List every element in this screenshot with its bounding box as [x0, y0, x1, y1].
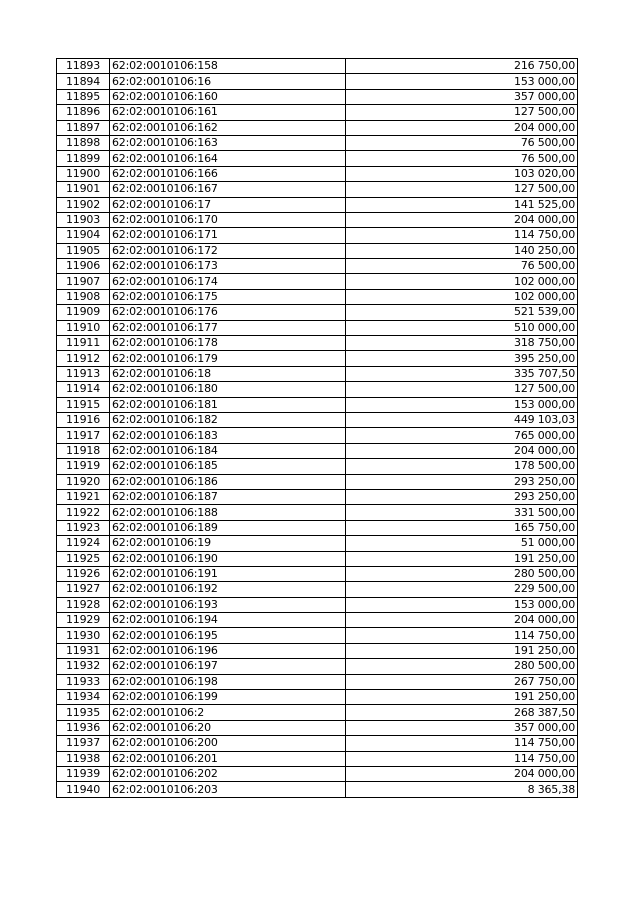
row-number-cell: 11940: [57, 782, 110, 797]
cadastral-number-cell: 62:02:0010106:19: [110, 536, 346, 551]
row-number-cell: 11927: [57, 582, 110, 597]
table-row: [57, 89, 578, 104]
table-body: [57, 59, 578, 798]
table-row: [57, 443, 578, 458]
cadastral-number-cell: 62:02:0010106:187: [110, 489, 346, 504]
cadastral-value-cell: 114 750,00: [346, 736, 578, 751]
table-row: [57, 597, 578, 612]
row-number-cell: 11939: [57, 766, 110, 781]
cadastral-number-cell: 62:02:0010106:190: [110, 551, 346, 566]
row-number-cell: 11893: [57, 59, 110, 74]
table-row: [57, 397, 578, 412]
table-row: [57, 197, 578, 212]
cadastral-number-cell: 62:02:0010106:200: [110, 736, 346, 751]
row-number-cell: 11934: [57, 690, 110, 705]
table-row: [57, 474, 578, 489]
table-row: [57, 705, 578, 720]
row-number-cell: 11899: [57, 151, 110, 166]
table-row: [57, 489, 578, 504]
cadastral-number-cell: 62:02:0010106:197: [110, 659, 346, 674]
table-row: [57, 582, 578, 597]
row-number-cell: 11909: [57, 305, 110, 320]
row-number-cell: 11921: [57, 489, 110, 504]
row-number-cell: 11930: [57, 628, 110, 643]
cadastral-number-cell: 62:02:0010106:177: [110, 320, 346, 335]
row-number-cell: 11910: [57, 320, 110, 335]
cadastral-number-cell: 62:02:0010106:176: [110, 305, 346, 320]
table-row: [57, 105, 578, 120]
cadastral-value-cell: 293 250,00: [346, 489, 578, 504]
cadastral-number-cell: 62:02:0010106:175: [110, 289, 346, 304]
cadastral-number-cell: 62:02:0010106:160: [110, 89, 346, 104]
cadastral-value-cell: 102 000,00: [346, 274, 578, 289]
cadastral-value-cell: 153 000,00: [346, 74, 578, 89]
row-number-cell: 11929: [57, 613, 110, 628]
table-row: [57, 751, 578, 766]
cadastral-number-cell: 62:02:0010106:170: [110, 212, 346, 227]
cadastral-value-cell: 165 750,00: [346, 520, 578, 535]
row-number-cell: 11914: [57, 382, 110, 397]
cadastral-value-cell: 103 020,00: [346, 166, 578, 181]
cadastral-number-cell: 62:02:0010106:201: [110, 751, 346, 766]
table-row: [57, 690, 578, 705]
row-number-cell: 11933: [57, 674, 110, 689]
cadastral-value-cell: 216 750,00: [346, 59, 578, 74]
row-number-cell: 11928: [57, 597, 110, 612]
cadastral-number-cell: 62:02:0010106:186: [110, 474, 346, 489]
cadastral-value-cell: 335 707,50: [346, 366, 578, 381]
cadastral-number-cell: 62:02:0010106:188: [110, 505, 346, 520]
row-number-cell: 11931: [57, 643, 110, 658]
row-number-cell: 11919: [57, 459, 110, 474]
table-row: [57, 351, 578, 366]
cadastral-value-cell: 280 500,00: [346, 659, 578, 674]
row-number-cell: 11936: [57, 720, 110, 735]
table-row: [57, 459, 578, 474]
cadastral-value-cell: 102 000,00: [346, 289, 578, 304]
table-row: [57, 766, 578, 781]
cadastral-value-cell: 127 500,00: [346, 382, 578, 397]
cadastral-number-cell: 62:02:0010106:166: [110, 166, 346, 181]
cadastral-value-cell: 449 103,03: [346, 412, 578, 427]
cadastral-number-cell: 62:02:0010106:180: [110, 382, 346, 397]
table-row: [57, 505, 578, 520]
table-row: [57, 366, 578, 381]
cadastral-number-cell: 62:02:0010106:162: [110, 120, 346, 135]
table-row: [57, 74, 578, 89]
cadastral-value-cell: 204 000,00: [346, 766, 578, 781]
table-row: [57, 551, 578, 566]
table-row: [57, 566, 578, 581]
cadastral-number-cell: 62:02:0010106:174: [110, 274, 346, 289]
cadastral-value-cell: 293 250,00: [346, 474, 578, 489]
cadastral-number-cell: 62:02:0010106:16: [110, 74, 346, 89]
table-row: [57, 782, 578, 797]
table-row: [57, 305, 578, 320]
cadastral-value-cell: 76 500,00: [346, 135, 578, 150]
cadastral-value-cell: 114 750,00: [346, 751, 578, 766]
cadastral-value-cell: 510 000,00: [346, 320, 578, 335]
table-row: [57, 336, 578, 351]
table-row: [57, 382, 578, 397]
cadastral-value-table: [56, 58, 578, 798]
cadastral-number-cell: 62:02:0010106:172: [110, 243, 346, 258]
table-row: [57, 212, 578, 227]
cadastral-value-cell: 357 000,00: [346, 720, 578, 735]
cadastral-value-cell: 331 500,00: [346, 505, 578, 520]
table-row: [57, 412, 578, 427]
cadastral-number-cell: 62:02:0010106:185: [110, 459, 346, 474]
cadastral-value-cell: 140 250,00: [346, 243, 578, 258]
row-number-cell: 11900: [57, 166, 110, 181]
cadastral-value-cell: 521 539,00: [346, 305, 578, 320]
cadastral-number-cell: 62:02:0010106:18: [110, 366, 346, 381]
table-row: [57, 643, 578, 658]
cadastral-number-cell: 62:02:0010106:2: [110, 705, 346, 720]
cadastral-number-cell: 62:02:0010106:163: [110, 135, 346, 150]
cadastral-value-cell: 357 000,00: [346, 89, 578, 104]
cadastral-value-cell: 395 250,00: [346, 351, 578, 366]
cadastral-value-cell: 280 500,00: [346, 566, 578, 581]
table-row: [57, 151, 578, 166]
cadastral-value-cell: 141 525,00: [346, 197, 578, 212]
row-number-cell: 11904: [57, 228, 110, 243]
row-number-cell: 11908: [57, 289, 110, 304]
cadastral-value-cell: 51 000,00: [346, 536, 578, 551]
row-number-cell: 11901: [57, 182, 110, 197]
table-row: [57, 228, 578, 243]
row-number-cell: 11903: [57, 212, 110, 227]
cadastral-value-cell: 8 365,38: [346, 782, 578, 797]
cadastral-number-cell: 62:02:0010106:198: [110, 674, 346, 689]
row-number-cell: 11937: [57, 736, 110, 751]
cadastral-value-cell: 765 000,00: [346, 428, 578, 443]
table-row: [57, 720, 578, 735]
cadastral-number-cell: 62:02:0010106:167: [110, 182, 346, 197]
table-row: [57, 182, 578, 197]
table-row: [57, 135, 578, 150]
cadastral-value-cell: 204 000,00: [346, 212, 578, 227]
cadastral-value-cell: 204 000,00: [346, 613, 578, 628]
cadastral-value-cell: 191 250,00: [346, 690, 578, 705]
cadastral-number-cell: 62:02:0010106:181: [110, 397, 346, 412]
cadastral-value-cell: 204 000,00: [346, 443, 578, 458]
cadastral-value-cell: 114 750,00: [346, 228, 578, 243]
row-number-cell: 11897: [57, 120, 110, 135]
cadastral-number-cell: 62:02:0010106:182: [110, 412, 346, 427]
row-number-cell: 11915: [57, 397, 110, 412]
cadastral-number-cell: 62:02:0010106:191: [110, 566, 346, 581]
row-number-cell: 11922: [57, 505, 110, 520]
cadastral-value-cell: 268 387,50: [346, 705, 578, 720]
row-number-cell: 11913: [57, 366, 110, 381]
table-row: [57, 259, 578, 274]
row-number-cell: 11938: [57, 751, 110, 766]
table-row: [57, 628, 578, 643]
cadastral-value-cell: 191 250,00: [346, 551, 578, 566]
row-number-cell: 11906: [57, 259, 110, 274]
row-number-cell: 11902: [57, 197, 110, 212]
cadastral-number-cell: 62:02:0010106:20: [110, 720, 346, 735]
table-row: [57, 320, 578, 335]
cadastral-number-cell: 62:02:0010106:193: [110, 597, 346, 612]
cadastral-number-cell: 62:02:0010106:178: [110, 336, 346, 351]
table-row: [57, 520, 578, 535]
row-number-cell: 11895: [57, 89, 110, 104]
table-row: [57, 120, 578, 135]
cadastral-number-cell: 62:02:0010106:199: [110, 690, 346, 705]
cadastral-value-cell: 153 000,00: [346, 597, 578, 612]
cadastral-number-cell: 62:02:0010106:173: [110, 259, 346, 274]
row-number-cell: 11918: [57, 443, 110, 458]
table-row: [57, 59, 578, 74]
table-row: [57, 536, 578, 551]
cadastral-number-cell: 62:02:0010106:195: [110, 628, 346, 643]
cadastral-value-cell: 153 000,00: [346, 397, 578, 412]
row-number-cell: 11917: [57, 428, 110, 443]
cadastral-number-cell: 62:02:0010106:184: [110, 443, 346, 458]
cadastral-value-cell: 114 750,00: [346, 628, 578, 643]
row-number-cell: 11926: [57, 566, 110, 581]
cadastral-number-cell: 62:02:0010106:196: [110, 643, 346, 658]
cadastral-number-cell: 62:02:0010106:202: [110, 766, 346, 781]
table-row: [57, 674, 578, 689]
cadastral-number-cell: 62:02:0010106:203: [110, 782, 346, 797]
cadastral-value-cell: 127 500,00: [346, 182, 578, 197]
cadastral-number-cell: 62:02:0010106:161: [110, 105, 346, 120]
cadastral-value-cell: 127 500,00: [346, 105, 578, 120]
row-number-cell: 11911: [57, 336, 110, 351]
row-number-cell: 11924: [57, 536, 110, 551]
row-number-cell: 11898: [57, 135, 110, 150]
cadastral-value-cell: 267 750,00: [346, 674, 578, 689]
row-number-cell: 11894: [57, 74, 110, 89]
table-row: [57, 289, 578, 304]
row-number-cell: 11896: [57, 105, 110, 120]
cadastral-value-cell: 178 500,00: [346, 459, 578, 474]
table-row: [57, 166, 578, 181]
table-row: [57, 428, 578, 443]
row-number-cell: 11905: [57, 243, 110, 258]
cadastral-value-cell: 229 500,00: [346, 582, 578, 597]
table-row: [57, 736, 578, 751]
table-row: [57, 243, 578, 258]
cadastral-value-cell: 76 500,00: [346, 259, 578, 274]
cadastral-number-cell: 62:02:0010106:179: [110, 351, 346, 366]
cadastral-value-cell: 76 500,00: [346, 151, 578, 166]
row-number-cell: 11923: [57, 520, 110, 535]
cadastral-value-cell: 318 750,00: [346, 336, 578, 351]
cadastral-number-cell: 62:02:0010106:183: [110, 428, 346, 443]
row-number-cell: 11920: [57, 474, 110, 489]
table-row: [57, 613, 578, 628]
cadastral-number-cell: 62:02:0010106:192: [110, 582, 346, 597]
table-row: [57, 659, 578, 674]
cadastral-number-cell: 62:02:0010106:171: [110, 228, 346, 243]
cadastral-value-cell: 191 250,00: [346, 643, 578, 658]
row-number-cell: 11935: [57, 705, 110, 720]
row-number-cell: 11932: [57, 659, 110, 674]
row-number-cell: 11916: [57, 412, 110, 427]
cadastral-number-cell: 62:02:0010106:17: [110, 197, 346, 212]
cadastral-value-cell: 204 000,00: [346, 120, 578, 135]
cadastral-number-cell: 62:02:0010106:194: [110, 613, 346, 628]
table-row: [57, 274, 578, 289]
row-number-cell: 11912: [57, 351, 110, 366]
row-number-cell: 11907: [57, 274, 110, 289]
cadastral-number-cell: 62:02:0010106:158: [110, 59, 346, 74]
row-number-cell: 11925: [57, 551, 110, 566]
cadastral-number-cell: 62:02:0010106:189: [110, 520, 346, 535]
cadastral-number-cell: 62:02:0010106:164: [110, 151, 346, 166]
